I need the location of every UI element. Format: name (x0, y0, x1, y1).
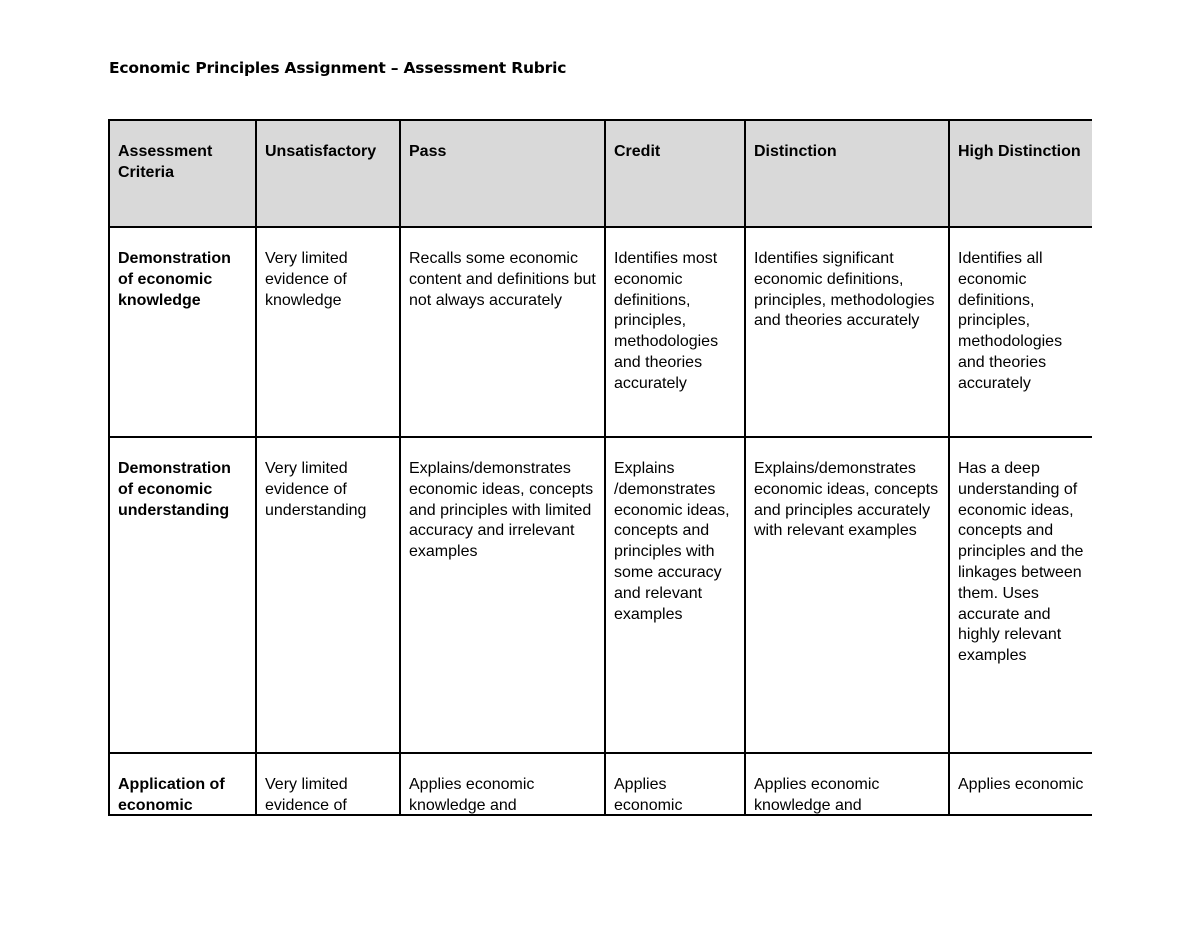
pass-cell: Explains/demonstrates economic ideas, concepts and principles with limited accuracy and irrelevant examples (400, 437, 605, 753)
table-row (109, 437, 1092, 753)
distinction-cell: Explains/demonstrates economic ideas, concepts and principles accurately with relevant examples (745, 437, 949, 753)
high-distinction-cell: Has a deep understanding of economic ideas, concepts and principles and the linkages between them. Uses accurate and highly relevant examples (949, 437, 1092, 753)
unsatisfactory-cell: Very limited evidence of understanding (256, 437, 400, 753)
table-row (109, 227, 1092, 437)
credit-cell: Applies economic (605, 753, 745, 816)
header-pass: Pass (400, 120, 605, 227)
document-title: Economic Principles Assignment – Assessment Rubric (109, 59, 567, 77)
credit-cell: Explains /demonstrates economic ideas, concepts and principles with some accuracy and relevant examples (605, 437, 745, 753)
credit-cell: Identifies most economic definitions, principles, methodologies and theories accurately (605, 227, 745, 437)
high-distinction-cell: Identifies all economic definitions, principles, methodologies and theories accurately (949, 227, 1092, 437)
header-unsatisfactory: Unsatisfactory (256, 120, 400, 227)
header-assessment-criteria: Assessment Criteria (109, 120, 256, 227)
unsatisfactory-cell: Very limited evidence of (256, 753, 400, 816)
criteria-cell: Application of economic (109, 753, 256, 816)
criteria-cell: Demonstration of economic knowledge (109, 227, 256, 437)
high-distinction-cell: Applies economic (949, 753, 1092, 816)
unsatisfactory-cell: Very limited evidence of knowledge (256, 227, 400, 437)
distinction-cell: Applies economic knowledge and (745, 753, 949, 816)
header-credit: Credit (605, 120, 745, 227)
pass-cell: Recalls some economic content and definitions but not always accurately (400, 227, 605, 437)
pass-cell: Applies economic knowledge and (400, 753, 605, 816)
table-row (109, 753, 1092, 816)
table-bottom-border (108, 814, 1092, 816)
distinction-cell: Identifies significant economic definitions, principles, methodologies and theories accurately (745, 227, 949, 437)
header-high-distinction: High Distinction (949, 120, 1092, 227)
criteria-cell: Demonstration of economic understanding (109, 437, 256, 753)
rubric-table-container (108, 119, 1092, 816)
table-header-row (109, 120, 1092, 227)
header-distinction: Distinction (745, 120, 949, 227)
rubric-table (108, 119, 1092, 816)
